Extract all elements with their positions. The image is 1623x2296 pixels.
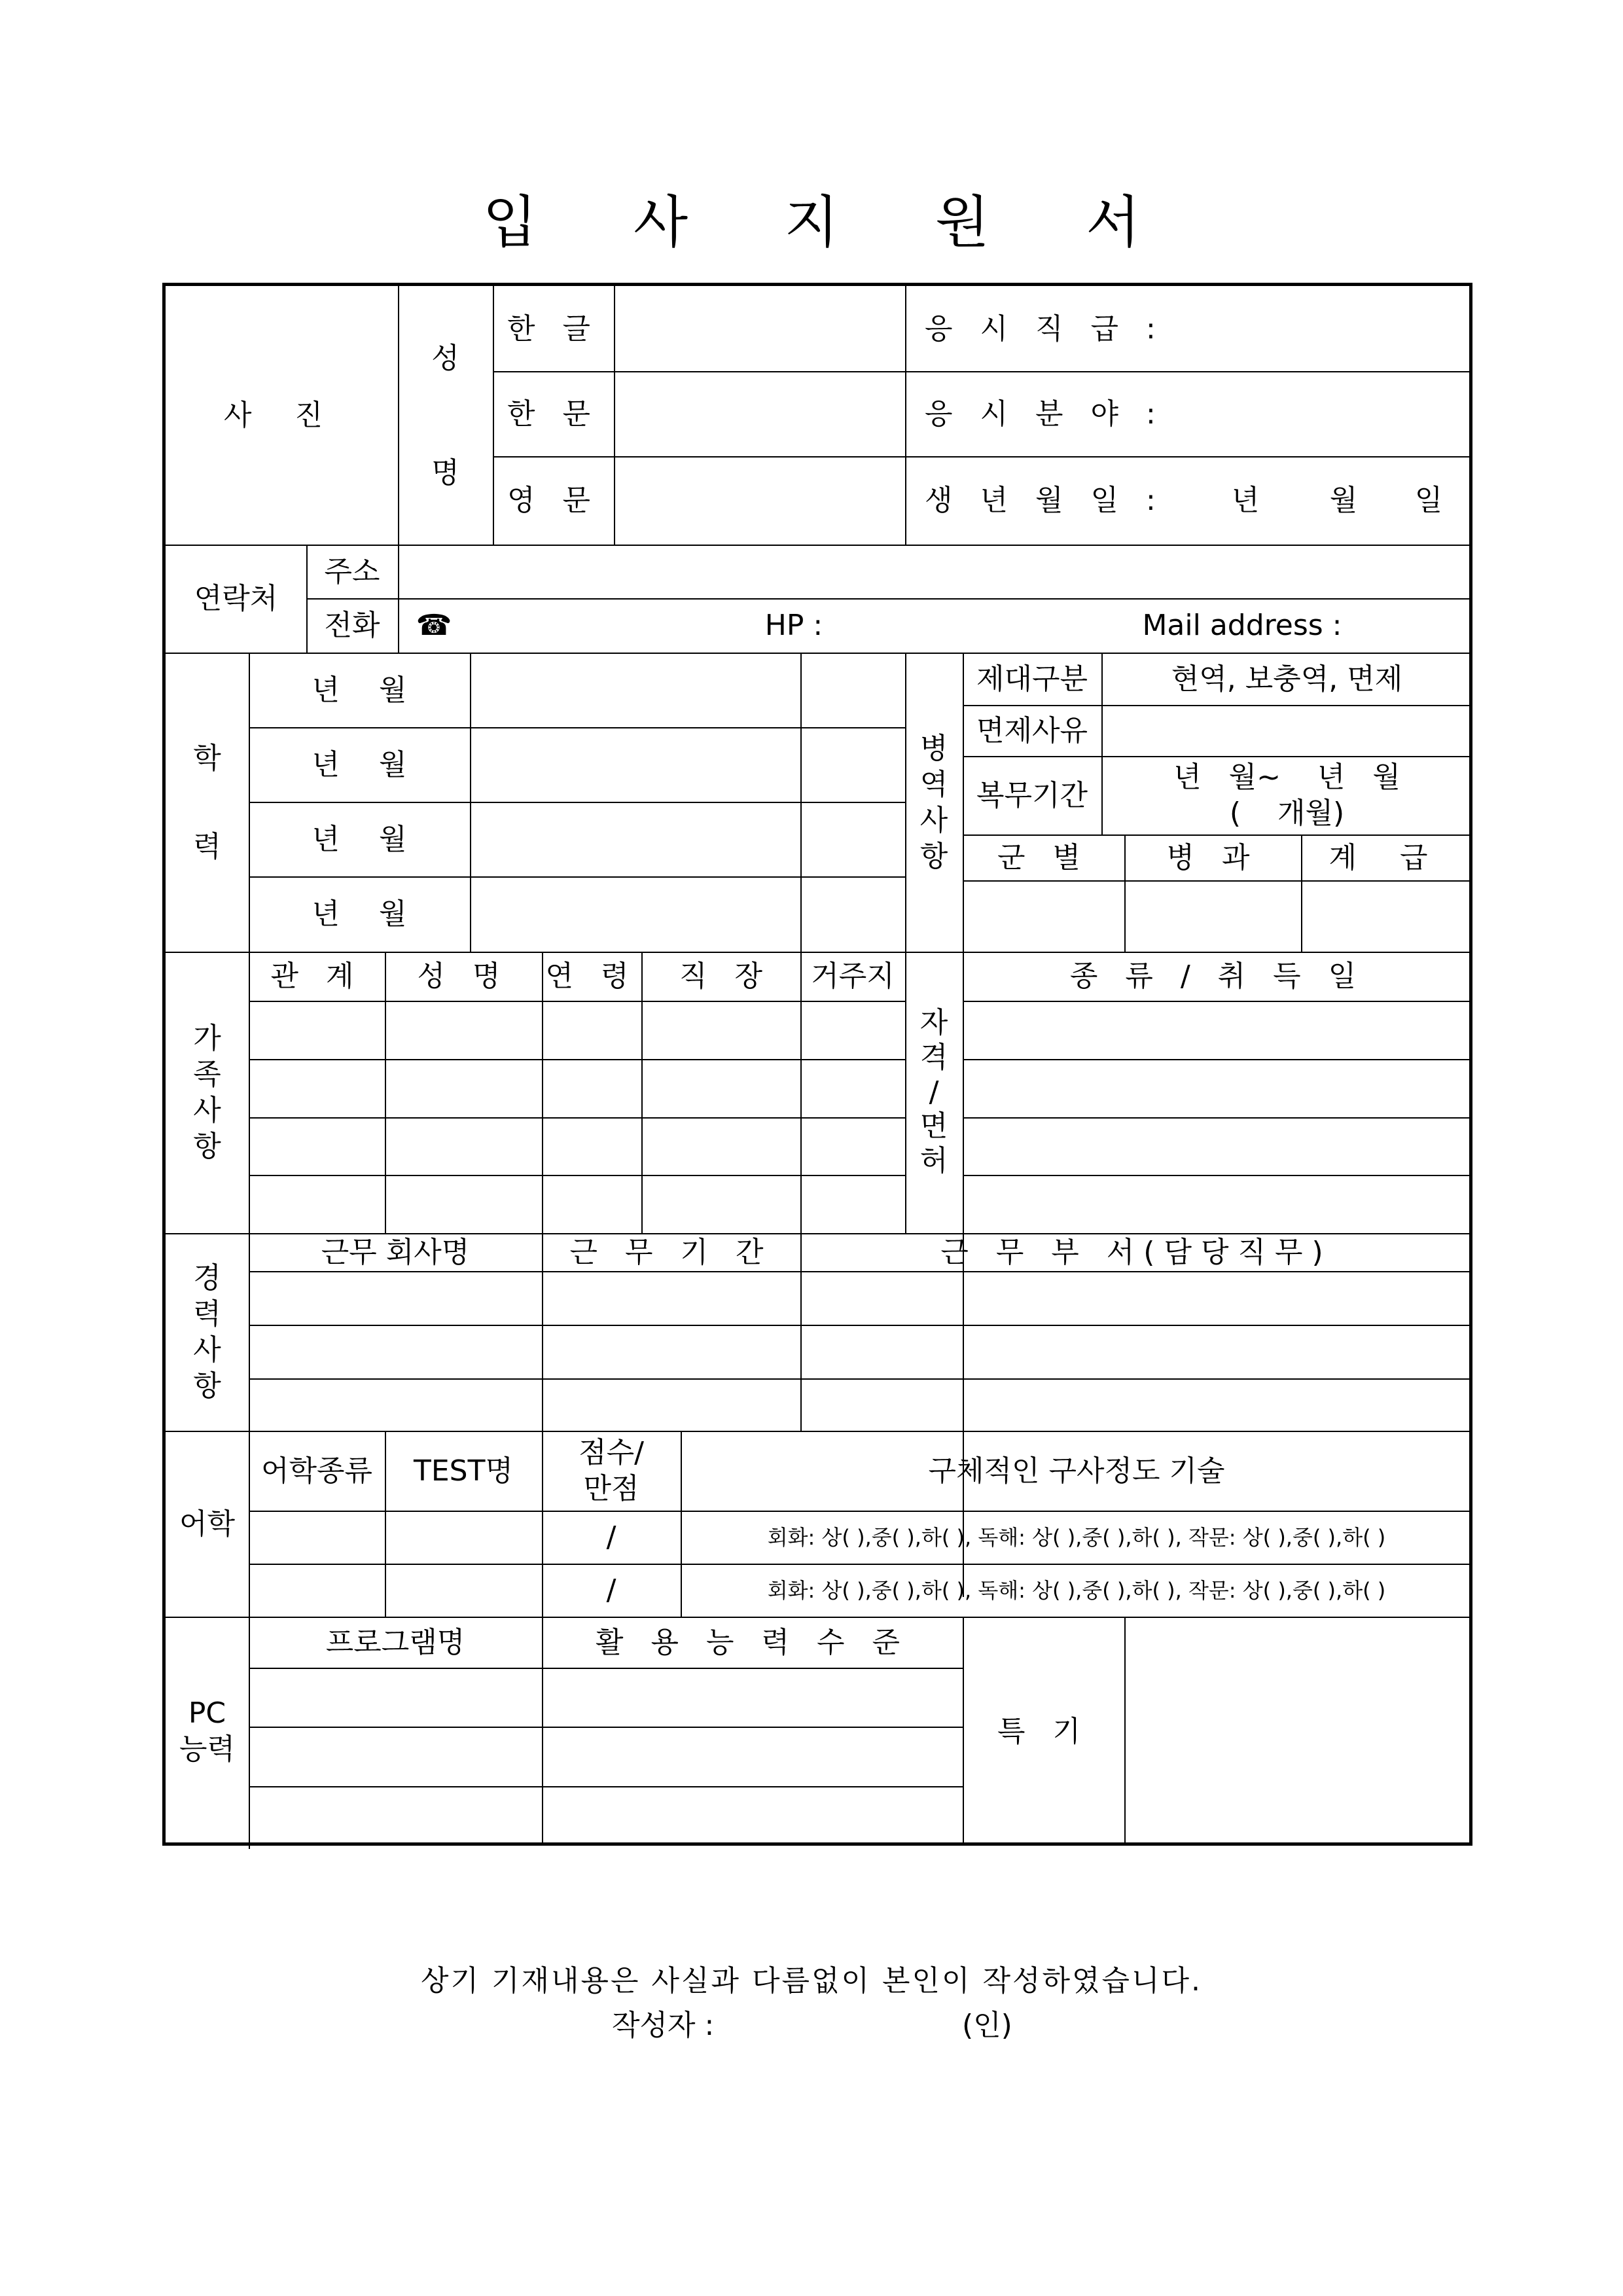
career-row-2[interactable]: [249, 1325, 1472, 1378]
language-score-field-1[interactable]: /: [606, 1520, 616, 1554]
license-label: 자 격 / 면 허: [919, 1006, 948, 1178]
special-skill-label: 특 기: [997, 1714, 1090, 1748]
license-row-1[interactable]: [963, 1001, 1472, 1059]
license-header: 종 류 / 취 득 일: [1069, 960, 1366, 993]
language-test-field-2[interactable]: [385, 1564, 542, 1617]
language-level-field-1[interactable]: 회화: 상( ),중( ),하( ), 독해: 상( ),중( ),하( ), 작문: 상( ),중( ),하( ): [767, 1524, 1386, 1550]
language-score-field-2[interactable]: /: [606, 1573, 616, 1607]
pc-row-1[interactable]: [249, 1668, 963, 1727]
name-label: [398, 286, 493, 545]
exempt-reason-field[interactable]: [1101, 705, 1472, 756]
contact-label: 연락처: [194, 582, 278, 615]
language-type-field-1[interactable]: [249, 1511, 385, 1564]
birth-month[interactable]: 월: [1329, 484, 1358, 517]
rank-label: 계 급: [1329, 840, 1445, 874]
edu-date-2[interactable]: 년 월: [312, 747, 407, 781]
birth-day[interactable]: 일: [1414, 484, 1443, 517]
license-row-4[interactable]: [963, 1175, 1472, 1233]
phone-icon: ☎: [416, 609, 452, 642]
family-relation-header: 관 계: [270, 960, 363, 993]
name-english-field[interactable]: [614, 456, 905, 545]
apply-field-field[interactable]: 응 시 분 야 :: [925, 397, 1165, 431]
pc-label: PC 능력: [179, 1696, 235, 1766]
branch-field[interactable]: [963, 880, 1124, 952]
education-label-2: 력: [193, 829, 221, 863]
edu-date-3[interactable]: 년 월: [312, 822, 407, 856]
language-type-header: 어학종류: [260, 1454, 372, 1488]
career-row-1[interactable]: [249, 1271, 1472, 1325]
family-residence-header: 거주지: [811, 960, 895, 993]
address-label: 주소: [324, 554, 380, 588]
family-row-2[interactable]: [249, 1059, 905, 1117]
writer-field[interactable]: [726, 1995, 942, 2041]
phone-label: 전화: [324, 609, 380, 642]
career-dept-header: 근 무 부 서(담당직무): [940, 1235, 1332, 1269]
birth-label: 생 년 월 일 :: [925, 484, 1165, 517]
language-test-header: TEST명: [414, 1454, 513, 1488]
service-period-field[interactable]: 년 월~ 년 월 ( 개월): [1173, 761, 1400, 830]
family-label: 가 족 사 항: [193, 1022, 221, 1163]
name-hanja-field[interactable]: [614, 371, 905, 456]
career-period-header: 근 무 기 간: [569, 1235, 773, 1269]
apply-grade-field[interactable]: 응 시 직 급 :: [925, 312, 1165, 346]
family-row-3[interactable]: [249, 1117, 905, 1175]
address-field[interactable]: [398, 545, 1472, 598]
seal-label: (인): [962, 2009, 1012, 2042]
specialty-field[interactable]: [1124, 880, 1301, 952]
rank-field[interactable]: [1301, 880, 1472, 952]
service-period-label: 복무기간: [976, 778, 1088, 812]
exempt-reason-label: 면제사유: [976, 713, 1088, 747]
mail-field[interactable]: [1363, 598, 1472, 653]
application-form: [162, 283, 1472, 1846]
career-company-header: 근무 회사명: [321, 1235, 470, 1269]
page-title: 입 사 지 원 서: [482, 190, 1180, 255]
discharge-type-label: 제대구분: [976, 662, 1088, 696]
family-name-header: 성 명: [417, 960, 510, 993]
license-row-3[interactable]: [963, 1117, 1472, 1175]
name-korean-field[interactable]: [614, 286, 905, 371]
edu-date-4[interactable]: 년 월: [312, 897, 407, 931]
birth-year[interactable]: 년: [1231, 484, 1260, 517]
edu-date-1[interactable]: 년 월: [312, 673, 407, 707]
mail-label: Mail address :: [1142, 609, 1342, 642]
name-label-top: 성: [431, 341, 459, 375]
pc-row-3[interactable]: [249, 1786, 963, 1846]
discharge-type-options[interactable]: 현역, 보충역, 면제: [1171, 662, 1403, 696]
family-age-header: 연 령: [545, 960, 638, 993]
military-label: 병 역 사 항: [919, 731, 948, 873]
specialty-label: 병 과: [1166, 840, 1259, 874]
special-skill-field[interactable]: [1124, 1617, 1472, 1846]
pc-program-header: 프로그램명: [325, 1625, 465, 1659]
photo-box[interactable]: 사 진: [224, 399, 340, 432]
career-label: 경 력 사 항: [193, 1261, 221, 1403]
family-row-1[interactable]: [249, 1001, 905, 1059]
name-label-bottom: 명: [431, 456, 459, 490]
pc-row-2[interactable]: [249, 1727, 963, 1786]
language-detail-header: 구체적인 구사정도 기술: [928, 1454, 1225, 1488]
hp-field[interactable]: [872, 598, 1121, 653]
language-label: 어학: [179, 1507, 235, 1541]
name-english-label: 영 문: [507, 484, 599, 517]
footer-statement: 상기 기재내용은 사실과 다름없이 본인이 작성하였습니다.: [420, 1964, 1202, 1998]
name-korean-label: 한 글: [507, 312, 599, 346]
branch-label: 군 별: [997, 840, 1090, 874]
education-label: [166, 653, 249, 952]
license-row-2[interactable]: [963, 1059, 1472, 1117]
language-level-field-2[interactable]: 회화: 상( ),중( ),하( ), 독해: 상( ),중( ),하( ), 작문: 상( ),중( ),하( ): [767, 1577, 1386, 1603]
career-row-3[interactable]: [249, 1378, 1472, 1431]
pc-level-header: 활 용 능 력 수 준: [596, 1625, 909, 1659]
hp-label: HP :: [764, 609, 823, 642]
family-job-header: 직 장: [679, 960, 762, 993]
language-test-field-1[interactable]: [385, 1511, 542, 1564]
education-label-1: 학: [193, 741, 221, 775]
family-row-4[interactable]: [249, 1175, 905, 1233]
name-hanja-label: 한 문: [507, 397, 599, 431]
language-score-header: 점수/ 만점: [579, 1436, 644, 1505]
language-type-field-2[interactable]: [249, 1564, 385, 1617]
writer-label: 작성자 :: [612, 2009, 715, 2042]
